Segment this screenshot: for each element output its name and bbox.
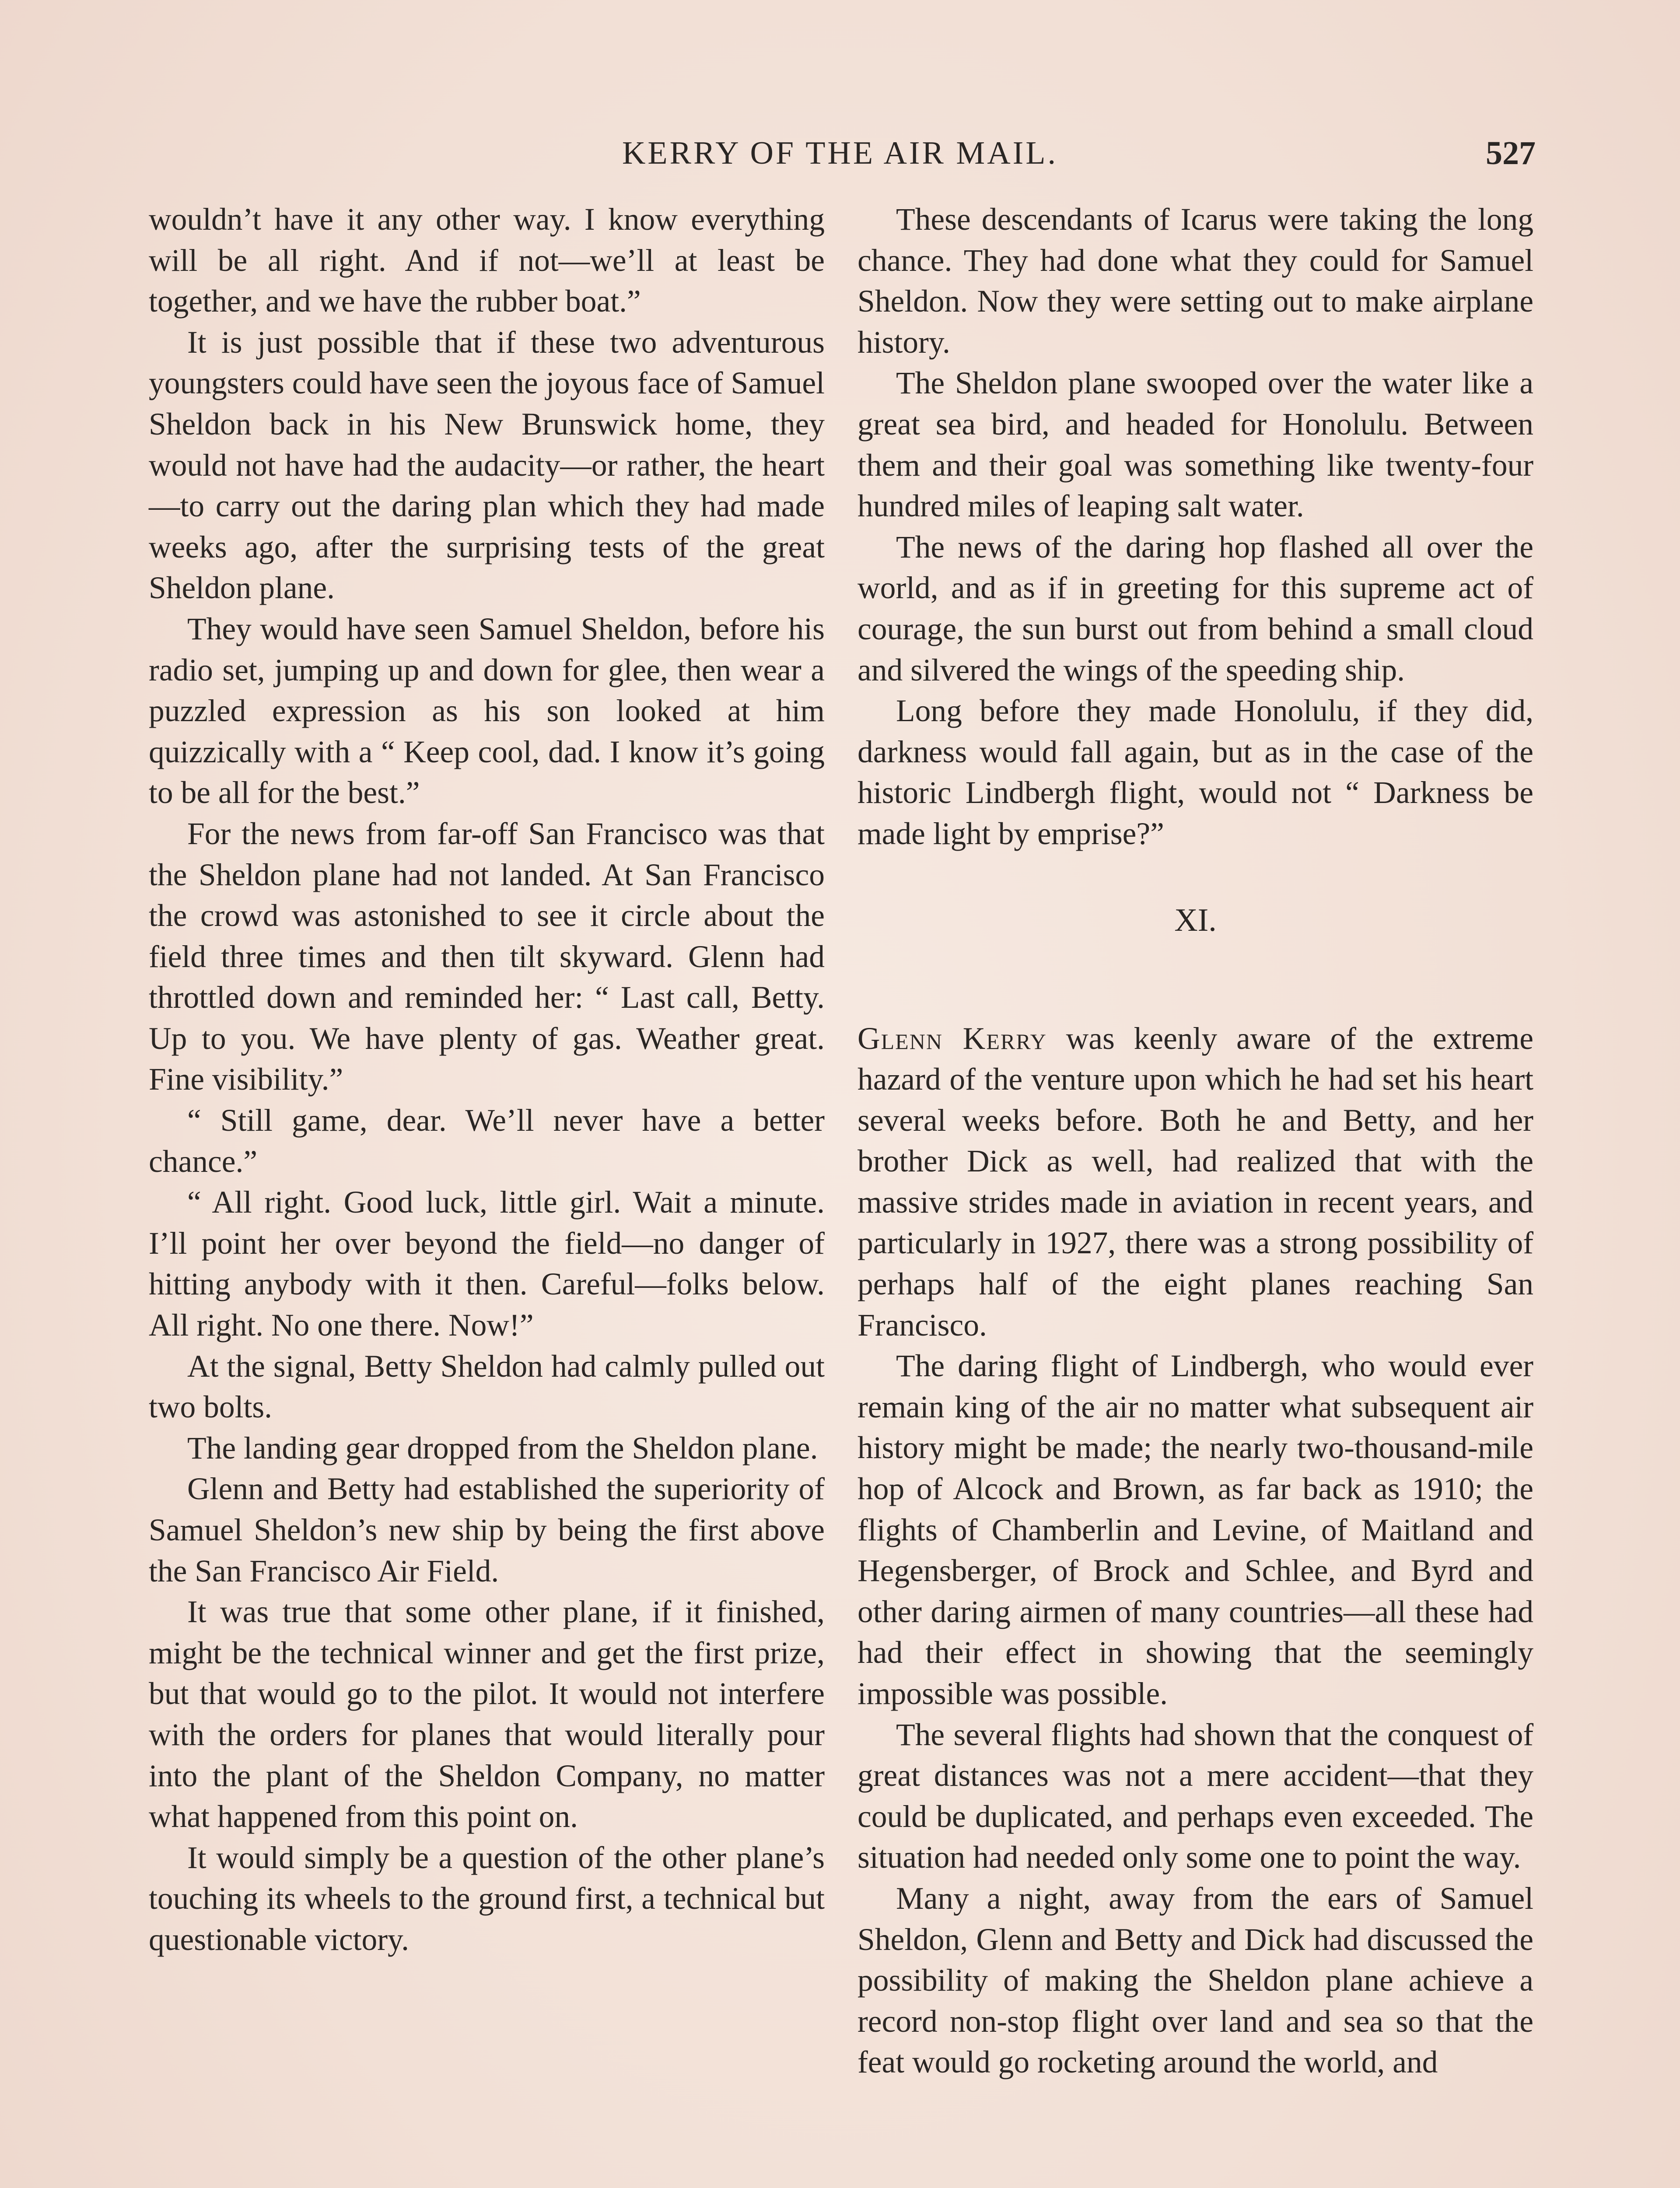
paragraph: These descendants of Icarus were taking the long chance. They had done what they could for Samuel Sheldon. Now they were setting out to make airplane history. xyxy=(858,202,1533,360)
paragraph: It is just possible that if these two adventurous youngsters could have seen the joyous face of Samuel Sheldon back in his New Brunswick home, they would not have had the audacity—or rather, the heart—to carry out the daring plan which they had made weeks ago, after the surprising tests of the great Sheldon plane. xyxy=(149,325,825,606)
paragraph: wouldn’t have it any other way. I know everything will be all right. And if not—we’ll at least be together, and we have the rubber boat.” xyxy=(149,202,825,319)
page-number: 527 xyxy=(1486,135,1536,172)
chapter-heading: XI. xyxy=(1174,902,1217,938)
paragraph: It was true that some other plane, if it finished, might be the technical winner and get the first prize, but that would go to the pilot. It would not interfere with the orders for planes that would literally pour into the plant of the Sheldon Company, no matter what happened from this point on. xyxy=(149,1595,825,1834)
paragraph: Glenn and Betty had established the superiority of Samuel Sheldon’s new ship by being the first above the San Francisco Air Field. xyxy=(149,1472,825,1588)
paragraph: The Sheldon plane swooped over the water like a great sea bird, and headed for Honolulu. Between them and their goal was something like twenty-four hundred miles of leaping salt water. xyxy=(858,366,1533,524)
paragraph: At the signal, Betty Sheldon had calmly pulled out two bolts. xyxy=(149,1349,825,1425)
right-column xyxy=(858,199,1533,2083)
lead-in-small-caps: Glenn Kerry xyxy=(858,1021,1047,1056)
paragraph: They would have seen Samuel Sheldon, before his radio set, jumping up and down for glee, then wear a puzzled expression as his son looked at him quizzically with a “ Keep cool, dad. I know it’s going to be all for the best.” xyxy=(149,611,825,810)
paragraph: The news of the daring hop flashed all over the world, and as if in greeting for this supreme act of courage, the sun burst out from behind a small cloud and silvered the wings of the speeding ship. xyxy=(858,529,1533,687)
page-header xyxy=(144,129,1536,177)
paragraph: The landing gear dropped from the Sheldon plane. xyxy=(187,1431,818,1466)
paragraph: “ Still game, dear. We’ll never have a better chance.” xyxy=(149,1103,825,1179)
paragraph: It would simply be a question of the other plane’s touching its wheels to the ground first, a technical but questionable victory. xyxy=(149,1840,825,1957)
paragraph: The daring flight of Lindbergh, who would ever remain king of the air no matter what subsequent air history might be made; the nearly two-thousand-mile hop of Alcock and Brown, as far back as 1910; the flights of Chamberlin and Levine, of Maitland and Hegensberger, of Brock and Schlee, and Byrd and other daring airmen of many countries—all these had had their effect in showing that the seemingly impossible was possible. xyxy=(858,1349,1533,1711)
running-title: KERRY OF THE AIR MAIL. xyxy=(622,135,1058,171)
left-column xyxy=(149,199,825,1960)
section-opening-paragraph xyxy=(858,1018,1533,1346)
paragraph: Many a night, away from the ears of Samuel Sheldon, Glenn and Betty and Dick had discussed the possibility of making the Sheldon plane achieve a record non-stop flight over land and sea so that the feat would go rocketing around the world, and xyxy=(858,1881,1533,2080)
paragraph: Long before they made Honolulu, if they did, darkness would fall again, but as in the case of the historic Lindbergh flight, would not “ Darkness be made light by emprise?” xyxy=(858,694,1533,851)
paragraph: For the news from far-off San Francisco was that the Sheldon plane had not landed. At San Francisco the crowd was astonished to see it circle about the field three times and then tilt skyward. Glenn had throttled down and reminded her: “ Last call, Betty. Up to you. We have plenty of gas. Weather great. Fine visibility.” xyxy=(149,816,825,1097)
section-opening-text: was keenly aware of the extreme hazard of the venture upon which he had set his heart several weeks before. Both he and Betty, and her brother Dick as well, had realized that with the massive strides made in aviation in recent years, and particularly in 1927, there was a strong possibility of perhaps half of the eight planes reaching San Francisco. xyxy=(858,1021,1533,1343)
paragraph: “ All right. Good luck, little girl. Wait a minute. I’ll point her over beyond the field—no danger of hitting anybody with it then. Careful—folks below. All right. No one there. Now!” xyxy=(149,1185,825,1343)
paragraph: The several flights had shown that the conquest of great distances was not a mere accident—that they could be duplicated, and perhaps even exceeded. The situation had needed only some one to point the way. xyxy=(858,1717,1533,1875)
